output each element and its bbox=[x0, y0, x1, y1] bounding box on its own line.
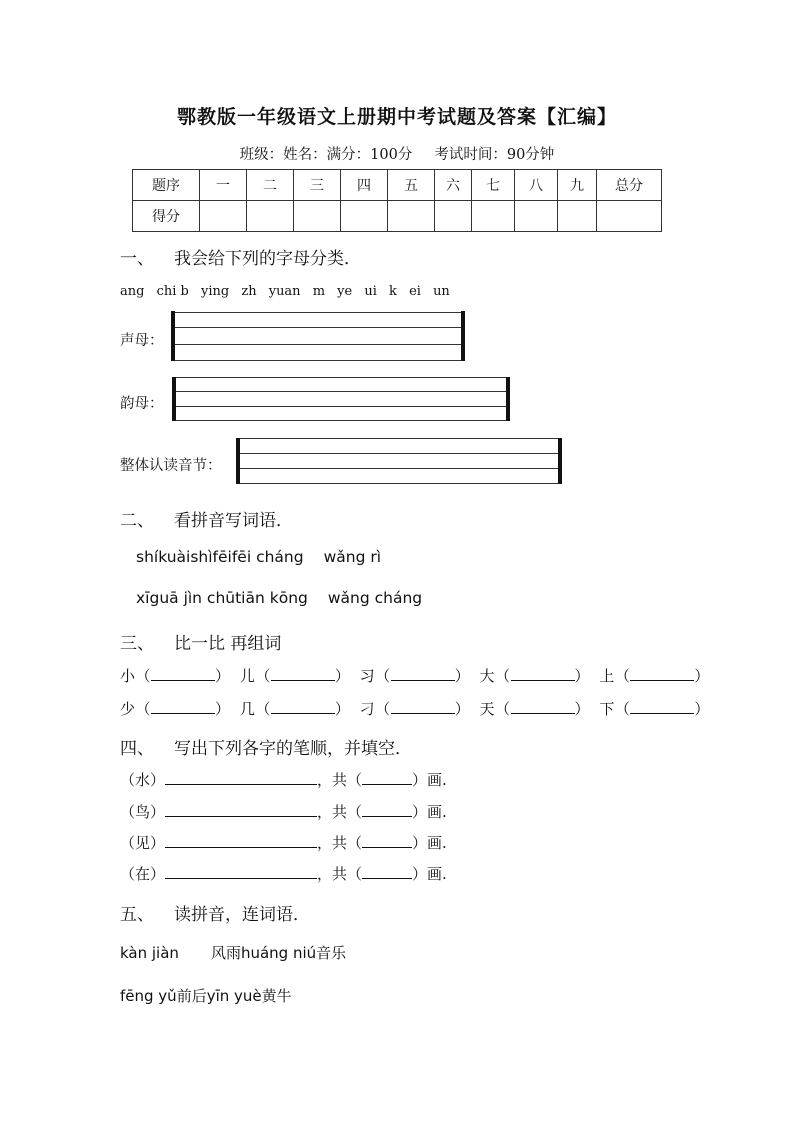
compare-item: 少（ ） bbox=[120, 700, 231, 718]
section-number: 一、 bbox=[120, 249, 154, 269]
section-title: 我会给下列的字母分类． bbox=[174, 249, 361, 269]
pinyin-word: shíkuàishìfēifēi cháng bbox=[136, 548, 304, 566]
score-cell[interactable] bbox=[597, 201, 662, 232]
letter-item: un bbox=[433, 284, 450, 299]
compare-item: 习（ ） bbox=[359, 667, 471, 685]
stroke-count-blank[interactable] bbox=[362, 770, 412, 785]
pinyin-words-row bbox=[136, 548, 381, 566]
letter-item: m bbox=[312, 284, 326, 299]
stroke-char: （见） bbox=[120, 834, 166, 852]
answer-blank[interactable] bbox=[391, 666, 455, 681]
score-cell[interactable] bbox=[294, 201, 341, 232]
letter-item: ang bbox=[120, 284, 145, 299]
stroke-count-blank[interactable] bbox=[362, 864, 412, 879]
section-1-heading bbox=[120, 244, 361, 269]
answer-blank[interactable] bbox=[630, 666, 694, 681]
stroke-char: （鸟） bbox=[120, 803, 166, 821]
stroke-mid: ，共（ bbox=[317, 803, 363, 821]
finals-writing-lines[interactable] bbox=[172, 377, 510, 421]
header-cell: 七 bbox=[472, 170, 515, 201]
header-cell: 一 bbox=[200, 170, 247, 201]
stroke-order-blank[interactable] bbox=[165, 770, 317, 785]
compare-char: 刁 bbox=[359, 700, 376, 718]
compare-item: 下（ ） bbox=[599, 700, 710, 718]
stroke-order-blank[interactable] bbox=[165, 864, 317, 879]
header-cell: 二 bbox=[247, 170, 294, 201]
answer-blank[interactable] bbox=[271, 699, 335, 714]
compare-char: 下 bbox=[599, 700, 615, 718]
section-3-heading bbox=[120, 629, 281, 654]
stroke-order-row bbox=[120, 863, 447, 884]
header-cell: 五 bbox=[388, 170, 435, 201]
header-cell: 八 bbox=[515, 170, 558, 201]
compare-char: 儿 bbox=[239, 667, 256, 685]
answer-blank[interactable] bbox=[511, 699, 575, 714]
compare-row-2 bbox=[120, 698, 714, 719]
stroke-count-blank[interactable] bbox=[362, 833, 412, 848]
answer-blank[interactable] bbox=[151, 699, 215, 714]
exam-time: 考试时间：90分钟 bbox=[434, 147, 555, 163]
compare-row-1 bbox=[120, 665, 714, 686]
link-words-row bbox=[120, 985, 292, 1006]
initials-label: 声母： bbox=[120, 333, 164, 349]
compare-item: 几（ ） bbox=[239, 700, 351, 718]
section-5-heading bbox=[120, 900, 310, 925]
stroke-count-blank[interactable] bbox=[362, 802, 412, 817]
section-number: 四、 bbox=[120, 739, 154, 759]
score-cell[interactable] bbox=[515, 201, 558, 232]
initials-writing-lines[interactable] bbox=[171, 311, 465, 361]
stroke-end: ）画. bbox=[412, 834, 447, 852]
stroke-mid: ，共（ bbox=[317, 865, 363, 883]
stroke-mid: ，共（ bbox=[317, 771, 363, 789]
finals-label: 韵母： bbox=[120, 396, 164, 412]
whole-syllable-writing-lines[interactable] bbox=[236, 438, 562, 484]
answer-blank[interactable] bbox=[151, 666, 215, 681]
compare-item: 大（ ） bbox=[479, 667, 591, 685]
letter-item: ying bbox=[201, 284, 230, 299]
header-cell: 题序 bbox=[133, 170, 200, 201]
header-cell: 总分 bbox=[597, 170, 662, 201]
score-cell[interactable] bbox=[388, 201, 435, 232]
section-number: 二、 bbox=[120, 511, 154, 531]
header-cell: 六 bbox=[435, 170, 472, 201]
letter-item: ui bbox=[364, 284, 377, 299]
letter-item: ei bbox=[409, 284, 421, 299]
page-title: 鄂教版一年级语文上册期中考试题及答案【汇编】 bbox=[176, 106, 617, 128]
compare-char: 习 bbox=[359, 667, 376, 685]
header-cell: 三 bbox=[294, 170, 341, 201]
compare-item: 上（ ） bbox=[599, 667, 710, 685]
letter-item: zh bbox=[241, 284, 257, 299]
score-cell[interactable] bbox=[558, 201, 597, 232]
link-words-row bbox=[120, 942, 346, 963]
section-2-heading bbox=[120, 506, 293, 531]
stroke-order-row bbox=[120, 769, 447, 790]
stroke-mid: ，共（ bbox=[317, 834, 363, 852]
section-number: 三、 bbox=[120, 634, 154, 654]
stroke-order-row bbox=[120, 801, 447, 822]
header-cell: 四 bbox=[341, 170, 388, 201]
compare-char: 几 bbox=[239, 700, 256, 718]
stroke-end: ）画. bbox=[412, 771, 447, 789]
stroke-end: ）画. bbox=[412, 865, 447, 883]
stroke-char: （水） bbox=[120, 771, 166, 789]
compare-char: 少 bbox=[120, 700, 136, 718]
stroke-order-row bbox=[120, 832, 447, 853]
compare-char: 天 bbox=[479, 700, 495, 718]
answer-blank[interactable] bbox=[630, 699, 694, 714]
letter-item: yuan bbox=[268, 284, 301, 299]
score-table-score-row bbox=[133, 201, 662, 232]
letter-item: k bbox=[389, 284, 397, 299]
section-number: 五、 bbox=[120, 905, 154, 925]
section-title: 读拼音，连词语． bbox=[174, 905, 310, 925]
compare-item: 小（ ） bbox=[120, 667, 231, 685]
letter-list bbox=[120, 284, 458, 299]
pinyin-word: xīguā jìn chūtiān kōng bbox=[136, 589, 308, 607]
answer-blank[interactable] bbox=[271, 666, 335, 681]
stroke-char: （在） bbox=[120, 865, 166, 883]
section-title: 看拼音写词语． bbox=[174, 511, 293, 531]
stroke-order-blank[interactable] bbox=[165, 802, 317, 817]
compare-item: 天（ ） bbox=[479, 700, 591, 718]
pinyin-word: wǎng cháng bbox=[327, 589, 423, 607]
header-cell: 九 bbox=[558, 170, 597, 201]
compare-char: 上 bbox=[599, 667, 615, 685]
exam-info bbox=[0, 143, 794, 164]
link-word: fēng yǔ前后yīn yuè黄牛 bbox=[120, 987, 292, 1005]
score-cell[interactable] bbox=[200, 201, 247, 232]
whole-syllable-label: 整体认读音节： bbox=[120, 458, 222, 474]
pinyin-words-row bbox=[136, 589, 422, 607]
score-cell[interactable] bbox=[341, 201, 388, 232]
stroke-order-blank[interactable] bbox=[165, 833, 317, 848]
link-word: 风雨huáng niú音乐 bbox=[210, 944, 347, 962]
score-cell[interactable] bbox=[435, 201, 472, 232]
letter-item: ye bbox=[337, 284, 353, 299]
pinyin-word: wǎng rì bbox=[323, 548, 382, 566]
compare-char: 小 bbox=[120, 667, 136, 685]
section-4-heading bbox=[120, 734, 412, 759]
stroke-end: ）画. bbox=[412, 803, 447, 821]
compare-item: 儿（ ） bbox=[239, 667, 351, 685]
link-word: kàn jiàn bbox=[120, 944, 179, 962]
score-table-header-row bbox=[133, 170, 662, 201]
section-title: 写出下列各字的笔顺，并填空． bbox=[174, 739, 412, 759]
section-title: 比一比 再组词 bbox=[174, 634, 282, 654]
score-cell[interactable] bbox=[472, 201, 515, 232]
answer-blank[interactable] bbox=[391, 699, 455, 714]
letter-item: chi b bbox=[156, 284, 189, 299]
answer-blank[interactable] bbox=[511, 666, 575, 681]
class-name-score: 班级：姓名：满分：100分 bbox=[239, 147, 413, 163]
score-table bbox=[132, 169, 662, 232]
score-row-label: 得分 bbox=[133, 201, 200, 232]
compare-char: 大 bbox=[479, 667, 495, 685]
compare-item: 刁（ ） bbox=[359, 700, 471, 718]
score-cell[interactable] bbox=[247, 201, 294, 232]
